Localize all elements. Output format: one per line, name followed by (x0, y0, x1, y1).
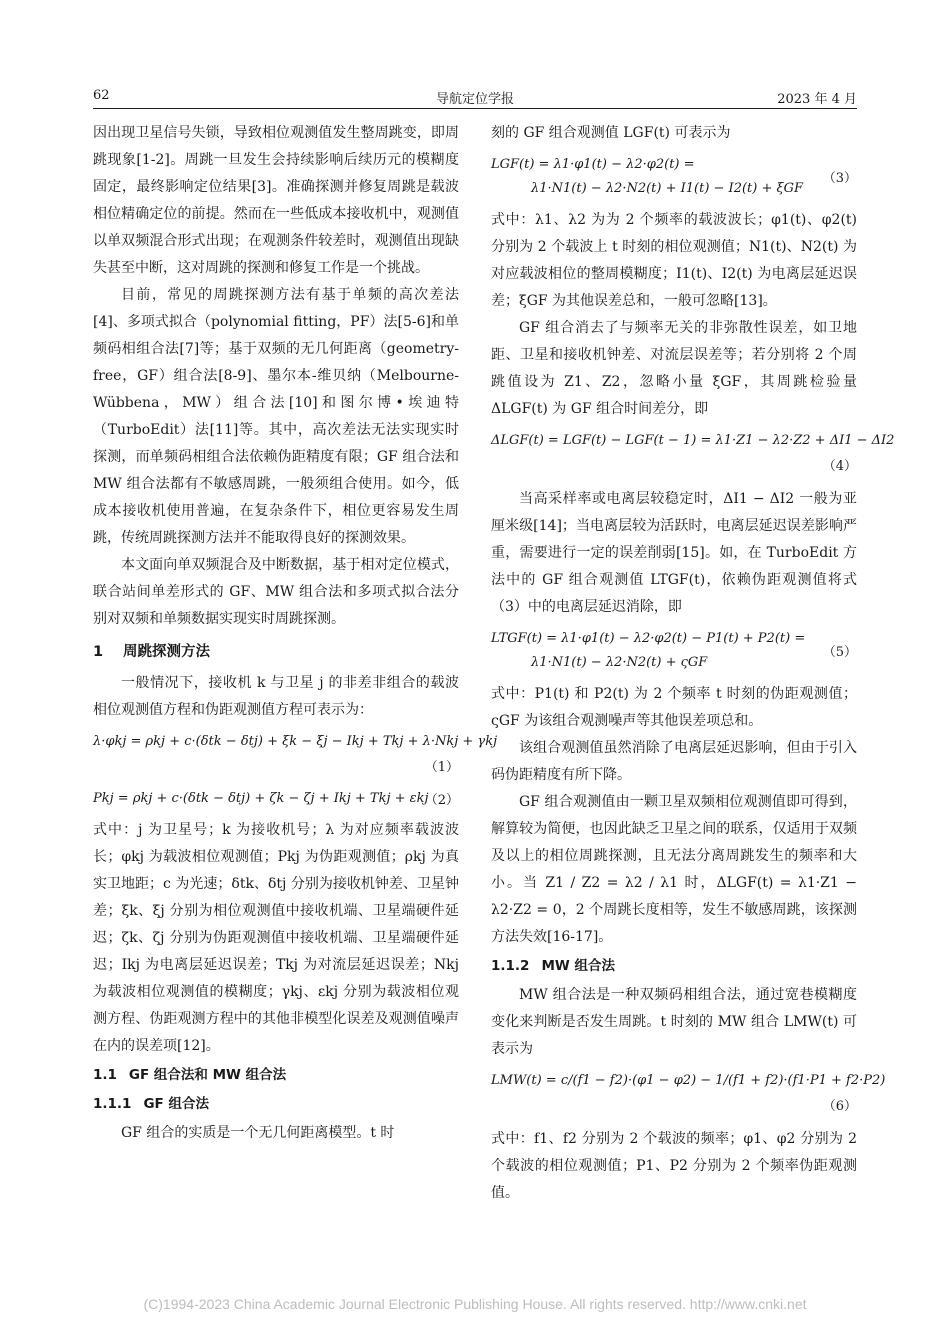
paragraph: MW 组合法是一种双频码相组合法，通过宽巷模糊度变化来判断是否发生周跳。t 时刻的 MW 组合 LMW(t) 可表示为 (491, 987, 857, 1057)
equation-5 (491, 627, 857, 675)
paragraph: GF 组合消去了与频率无关的非弥散性误差，如卫地距、卫星和接收机钟差、对流层误差等；若分别将 2 个周跳值设为 Z1、Z2，忽略小量 ξGF，其周跳检验量 ΔLGF(t) 为 GF 组合时间差分，即 (491, 320, 857, 417)
equation-4 (491, 429, 895, 480)
subsection-heading (93, 1062, 459, 1089)
paragraph: GF 组合的实质是一个无几何距离模型。t 时 (121, 1125, 395, 1141)
paragraph: 目前，常见的周跳探测方法有基于单频的高次差法[4]、多项式拟合（polynomial fitting，PF）法[5-6]和单频码相组合法[7]等；基于双频的无几何距离（geometry-free，GF）组合法[8-9]、墨尔本-维贝纳（Melbourne-Wübbena，MW）组合法[10]和图尔博•埃迪特（TurboEdit）法[11]等。其中，高次差法无法实现实时探测，而单频码相组合法依赖伪距精度有限；GF 组合法和 MW 组合法都有不敏感周跳，一般须组合使用。如今，低成本接收机使用普遍，在复杂条件下，相位更容易发生周跳，传统周跳探测方法并不能取得良好的探测效果。 (93, 287, 459, 546)
subsubsection-number: 1.1.1 (93, 1096, 132, 1112)
equation-number: （3） (822, 171, 857, 186)
page-number: 62 (93, 88, 110, 103)
copyright-footer: (C)1994-2023 China Academic Journal Electronic Publishing House. All rights reserved. http://www.cnki.net (143, 1296, 807, 1312)
paragraph: 式中：λ1、λ2 为为 2 个频率的载波波长；φ1(t)、φ2(t) 分别为 2 个载波上 t 时刻的相位观测值；N1(t)、N2(t) 为对应载波相位的整周模糊度；I1(t)、I2(t) 为电离层延迟误差；ξGF 为其他误差总和，一般可忽略[13]。 (491, 212, 857, 309)
paragraph: 式中：P1(t) 和 P2(t) 为 2 个频率 t 时刻的伪距观测值；ςGF 为该组合观测噪声等其他误差项总和。 (491, 686, 857, 729)
section-heading (93, 639, 459, 666)
issue-date: 2023 年 4 月 (777, 92, 857, 107)
paragraph: 该组合观测值虽然消除了电离层延迟影响，但由于引入码伪距精度有所下降。 (491, 740, 857, 783)
equation-6 (491, 1069, 886, 1120)
equation-body: Pkj = ρkj + c·(δtk − δtj) + ζk − ζj + Ikj + Tkj + εkj (93, 791, 429, 806)
left-column (93, 120, 498, 1147)
equation-number: （2） (424, 793, 459, 808)
paragraph: 当高采样率或电离层较稳定时，ΔI1 − ΔI2 一般为亚厘米级[14]；当电离层较为活跃时，电离层延迟误差影响严重，需要进行一定的误差削弱[15]。如，在 TurboEdit 方法中的 GF 组合观测值 LTGF(t)，依赖伪距观测值将式（3）中的电离层延迟消除，即 (491, 491, 857, 615)
subsubsection-heading (93, 1091, 459, 1118)
subsubsection-title: GF 组合法 (143, 1096, 209, 1112)
subsection-title: GF 组合法和 MW 组合法 (128, 1067, 287, 1083)
equation-number: （1） (424, 760, 459, 775)
equation-body: LMW(t) = c/(f1 − f2)·(φ1 − φ2) − 1/(f1 + f2)·(f1·P1 + f2·P2) (491, 1073, 886, 1088)
section-number: 1 (93, 644, 104, 660)
equation-number: （4） (822, 459, 857, 474)
subsubsection-title: MW 组合法 (541, 958, 615, 974)
subsubsection-number: 1.1.2 (491, 958, 530, 974)
paragraph: GF 组合观测值由一颗卫星双频相位观测值即可得到，解算较为简便，也因此缺乏卫星之间的联系，仅适用于双频及以上的相位周跳探测，且无法分离周跳发生的频率和大小。当 Z1 / Z2 = λ2 / λ1 时，ΔLGF(t) = λ1·Z1 − λ2·Z2 = 0，2 个周跳长度相等，发生不敏感周跳，该探测方法失效[16-17]。 (491, 794, 857, 945)
equation-1 (93, 730, 498, 781)
equation-line: λ1·N1(t) − λ2·N2(t) + ςGF (531, 655, 708, 670)
running-header (93, 84, 857, 109)
equation-line: LTGF(t) = λ1·φ1(t) − λ2·φ2(t) − P1(t) + P2(t) = (491, 631, 806, 646)
paragraph: 本文面向单双频混合及中断数据，基于相对定位模式，联合站间单差形式的 GF、MW 组合法和多项式拟合法分别对双频和单频数据实现实时周跳探测。 (93, 557, 459, 627)
subsection-number: 1.1 (93, 1067, 117, 1083)
equation-3 (491, 153, 857, 201)
section-title: 周跳探测方法 (123, 644, 210, 660)
paragraph: 式中：f1、f2 分别为 2 个载波的频率；φ1、φ2 分别为 2 个载波的相位观测值；P1、P2 分别为 2 个频率伪距观测值。 (491, 1131, 857, 1201)
paragraph: 式中：j 为卫星号；k 为接收机号；λ 为对应频率载波波长；φkj 为载波相位观测值；Pkj 为伪距观测值；ρkj 为真实卫地距；c 为光速；δtk、δtj 分别为接收机钟差、卫星钟差；ξk、ξj 分别为相位观测值中接收机端、卫星端硬件延迟；ζk、ζj 分别为伪距观测值中接收机端、卫星端硬件延迟；Ikj 为电离层延迟误差；Tkj 为对流层延迟误差；Nkj 为载波相位观测值的模糊度；γkj、εkj 分别为载波相位观测方程、伪距观测方程中的其他非模型化误差及观测值噪声在内的误差项[12]。 (93, 822, 459, 1054)
equation-body: ΔLGF(t) = LGF(t) − LGF(t − 1) = λ1·Z1 − λ2·Z2 + ΔI1 − ΔI2 (491, 433, 895, 448)
paragraph: 因出现卫星信号失锁，导致相位观测值发生整周跳变，即周跳现象[1-2]。周跳一旦发生会持续影响后续历元的模糊度固定，最终影响定位结果[3]。准确探测并修复周跳是载波相位精确定位的前提。然而在一些低成本接收机中，观测值以单双频混合形式出现；在观测条件较差时，观测值出现缺失甚至中断，这对周跳的探测和修复工作是一个挑战。 (93, 125, 459, 276)
equation-line: LGF(t) = λ1·φ1(t) − λ2·φ2(t) = (491, 157, 695, 172)
equation-number: （6） (822, 1099, 857, 1114)
equation-number: （5） (822, 645, 857, 660)
paragraph: 一般情况下，接收机 k 与卫星 j 的非差非组合的载波相位观测值方程和伪距观测值方程可表示为： (93, 675, 459, 718)
right-column (491, 120, 895, 1207)
journal-title: 导航定位学报 (435, 92, 514, 107)
subsubsection-heading (491, 953, 857, 980)
paragraph: 刻的 GF 组合观测值 LGF(t) 可表示为 (491, 125, 731, 141)
equation-2 (93, 787, 459, 811)
equation-body: λ·φkj = ρkj + c·(δtk − δtj) + ξk − ξj − Ikj + Tkj + λ·Nkj + γkj (93, 734, 498, 749)
equation-line: λ1·N1(t) − λ2·N2(t) + I1(t) − I2(t) + ξGF (531, 181, 804, 196)
